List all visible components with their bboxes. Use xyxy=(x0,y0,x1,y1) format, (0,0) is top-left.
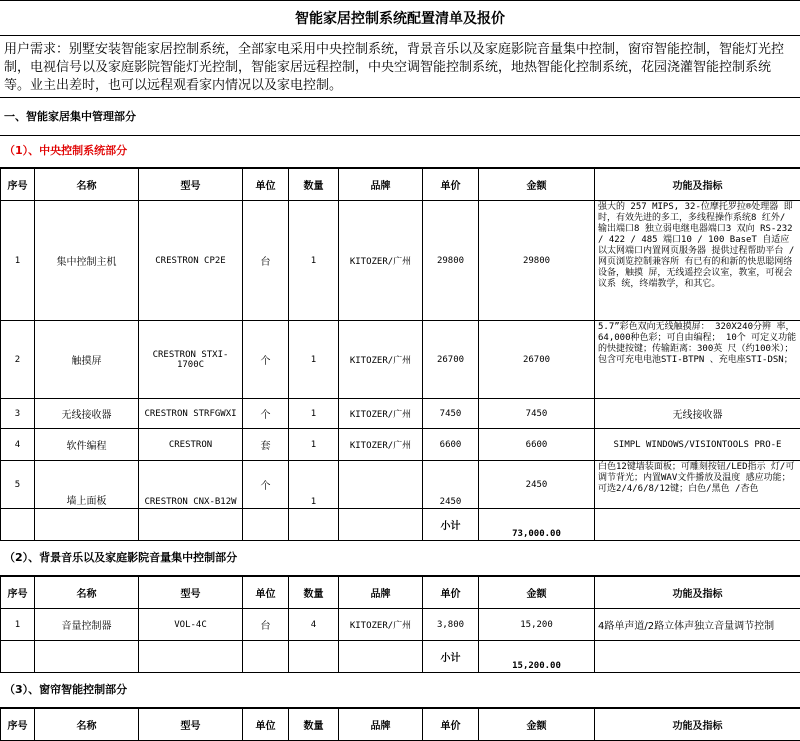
header-amount: 金额 xyxy=(479,709,595,741)
header-no: 序号 xyxy=(1,709,35,741)
cell-feature: 4路单声道/2路立体声独立音量调节控制 xyxy=(595,609,800,641)
cell-qty: 1 xyxy=(289,429,339,461)
table-row xyxy=(1,429,800,461)
header-model: 型号 xyxy=(139,577,243,609)
table-row xyxy=(1,609,800,641)
cell-no: 5 xyxy=(1,461,35,509)
header-feature: 功能及指标 xyxy=(595,709,800,741)
cell-model: CRESTRON xyxy=(139,429,243,461)
header-brand: 品牌 xyxy=(339,577,423,609)
cell-unit: 个 xyxy=(243,399,289,429)
cell-price: 2450 xyxy=(423,461,479,509)
subtotal-label: 小计 xyxy=(423,641,479,673)
header-no: 序号 xyxy=(1,577,35,609)
cell-name: 软件编程 xyxy=(35,429,139,461)
cell-unit: 台 xyxy=(243,609,289,641)
central-control-table xyxy=(0,168,800,541)
header-amount: 金额 xyxy=(479,577,595,609)
cell-brand: KITOZER/广州 xyxy=(339,429,423,461)
subtotal-row xyxy=(1,641,800,673)
subsection-heading-curtain-control: （3）、窗帘智能控制部分 xyxy=(0,672,800,708)
cell-qty: 1 xyxy=(289,461,339,509)
cell-amount: 15,200 xyxy=(479,609,595,641)
header-unit: 单位 xyxy=(243,577,289,609)
cell-unit: 台 xyxy=(243,201,289,321)
curtain-control-table xyxy=(0,708,800,741)
cell-feature: 无线接收器 xyxy=(595,399,800,429)
cell-feature: 白色12键墙装面板；可雕刻按钮/LED指示 灯/可调节背光；内置WAV文件播放及温度 感应功能；可选2/4/6/8/12键；白色/黑色 /杏色 xyxy=(595,461,800,509)
header-qty: 数量 xyxy=(289,577,339,609)
cell-unit: 套 xyxy=(243,429,289,461)
cell-brand: KITOZER/广州 xyxy=(339,609,423,641)
cell-name: 墙上面板 xyxy=(35,461,139,509)
header-model: 型号 xyxy=(139,709,243,741)
table-header-row xyxy=(1,577,800,609)
cell-name: 集中控制主机 xyxy=(35,201,139,321)
cell-brand: KITOZER/广州 xyxy=(339,201,423,321)
header-model: 型号 xyxy=(139,169,243,201)
cell-no: 3 xyxy=(1,399,35,429)
table-header-row xyxy=(1,169,800,201)
header-name: 名称 xyxy=(35,709,139,741)
cell-model: VOL-4C xyxy=(139,609,243,641)
cell-qty: 1 xyxy=(289,399,339,429)
cell-amount: 6600 xyxy=(479,429,595,461)
subsection-heading-central-control: （1）、中央控制系统部分 xyxy=(0,136,800,168)
table-row xyxy=(1,201,800,321)
header-price: 单价 xyxy=(423,577,479,609)
cell-name: 触摸屏 xyxy=(35,321,139,399)
header-qty: 数量 xyxy=(289,709,339,741)
user-requirement: 用户需求：别墅安装智能家居控制系统，全部家电采用中央控制系统，背景音乐以及家庭影院音量集中控制，窗帘智能控制，智能灯光控制，电视信号以及家庭影院智能灯光控制，智能家居远程控制，中央空调智能控制系统，地热智能化控制系统，花园浇灌智能控制系统等。业主出差时，也可以远程观看家内情况以及家电控制。 xyxy=(0,36,800,98)
header-name: 名称 xyxy=(35,577,139,609)
cell-amount: 7450 xyxy=(479,399,595,429)
cell-qty: 4 xyxy=(289,609,339,641)
cell-brand xyxy=(339,461,423,509)
cell-amount: 26700 xyxy=(479,321,595,399)
header-unit: 单位 xyxy=(243,169,289,201)
cell-model: CRESTRON CP2E xyxy=(139,201,243,321)
header-brand: 品牌 xyxy=(339,169,423,201)
table-header-row xyxy=(1,709,800,741)
section-heading-1: 一、智能家居集中管理部分 xyxy=(0,98,800,136)
cell-no: 4 xyxy=(1,429,35,461)
header-brand: 品牌 xyxy=(339,709,423,741)
table-row xyxy=(1,321,800,399)
cell-model: CRESTRON STXI-1700C xyxy=(139,321,243,399)
header-qty: 数量 xyxy=(289,169,339,201)
header-feature: 功能及指标 xyxy=(595,577,800,609)
header-unit: 单位 xyxy=(243,709,289,741)
cell-name: 音量控制器 xyxy=(35,609,139,641)
header-feature: 功能及指标 xyxy=(595,169,800,201)
cell-feature: 强大的 257 MIPS, 32-位摩托罗拉®处理器 即时，有效先进的多工，多线程操作系统8 红外/ 输出端口8 独立弱电继电器端口3 双向 RS-232 / 422 / 485 端口10 / 100 BaseT 自适应以太网端口内置网页服务器 提供过程帮助平台 / 网页浏览控制兼容所 有已有的和新的快思聪网络设备，触摸 屏，无线遥控会议室，教室，可视会议系 统，终端教学，和其它。 xyxy=(595,201,800,321)
header-amount: 金额 xyxy=(479,169,595,201)
subsection-heading-volume-control: （2）、背景音乐以及家庭影院音量集中控制部分 xyxy=(0,540,800,576)
cell-no: 1 xyxy=(1,609,35,641)
cell-feature: SIMPL WINDOWS/VISIONTOOLS PRO-E xyxy=(595,429,800,461)
cell-qty: 1 xyxy=(289,201,339,321)
table-row xyxy=(1,461,800,509)
cell-no: 2 xyxy=(1,321,35,399)
cell-name: 无线接收器 xyxy=(35,399,139,429)
subtotal-amount: 73,000.00 xyxy=(479,509,595,541)
subtotal-amount: 15,200.00 xyxy=(479,641,595,673)
subtotal-label: 小计 xyxy=(423,509,479,541)
cell-brand: KITOZER/广州 xyxy=(339,399,423,429)
cell-price: 26700 xyxy=(423,321,479,399)
cell-price: 6600 xyxy=(423,429,479,461)
header-no: 序号 xyxy=(1,169,35,201)
document-title: 智能家居控制系统配置清单及报价 xyxy=(0,0,800,36)
cell-price: 3,800 xyxy=(423,609,479,641)
cell-model: CRESTRON STRFGWXI xyxy=(139,399,243,429)
volume-control-table xyxy=(0,576,800,673)
table-row xyxy=(1,399,800,429)
cell-qty: 1 xyxy=(289,321,339,399)
cell-amount: 2450 xyxy=(479,461,595,509)
cell-amount: 29800 xyxy=(479,201,595,321)
cell-no: 1 xyxy=(1,201,35,321)
cell-unit: 个 xyxy=(243,461,289,509)
header-price: 单价 xyxy=(423,169,479,201)
cell-brand: KITOZER/广州 xyxy=(339,321,423,399)
cell-unit: 个 xyxy=(243,321,289,399)
cell-price: 29800 xyxy=(423,201,479,321)
cell-model: CRESTRON CNX-B12W xyxy=(139,461,243,509)
cell-feature: 5.7”彩色双向无线触摸屏： 320X240分辨 率， 64,000种色彩；可自由编程； 10个 可定义功能的快捷按键；传输距离：300英 尺（约100米）；包含可充电电池STI-BTPN 、充电座STI-DSN； xyxy=(595,321,800,399)
subtotal-row xyxy=(1,509,800,541)
header-name: 名称 xyxy=(35,169,139,201)
header-price: 单价 xyxy=(423,709,479,741)
cell-price: 7450 xyxy=(423,399,479,429)
